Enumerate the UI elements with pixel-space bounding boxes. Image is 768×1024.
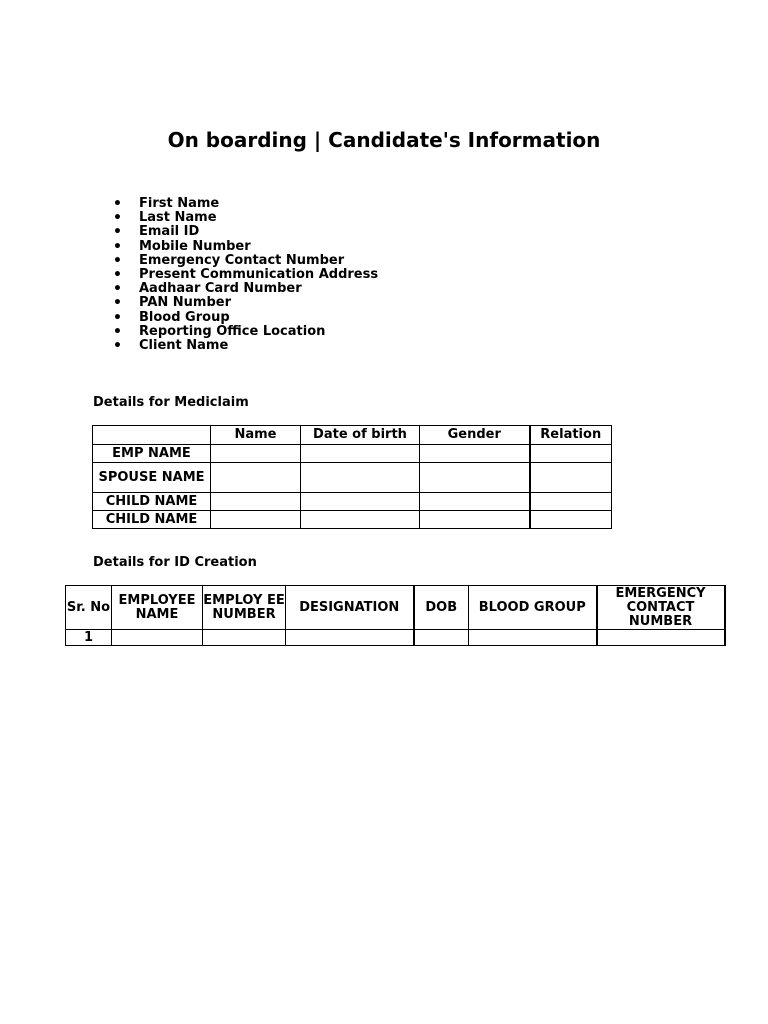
gender-cell[interactable] [420, 511, 530, 529]
page-title: On boarding | Candidate's Information [167, 128, 601, 152]
dob-cell[interactable] [301, 463, 420, 493]
list-item [93, 296, 378, 310]
column-header: DOB [414, 586, 469, 630]
mediclaim-table [92, 425, 612, 529]
field-label: Blood Group [139, 309, 230, 325]
column-header: Relation [530, 426, 612, 445]
blood-group-cell[interactable] [469, 630, 597, 646]
list-item [93, 254, 378, 268]
sr-no-cell: 1 [66, 630, 112, 646]
bullet-icon: • [113, 309, 122, 326]
table-row [93, 463, 612, 493]
row-label: CHILD NAME [93, 493, 211, 511]
dob-cell[interactable] [414, 630, 469, 646]
name-cell[interactable] [211, 463, 301, 493]
column-header: Date of birth [301, 426, 420, 445]
list-item [93, 325, 378, 339]
column-header: EMPLOY EE NUMBER [203, 586, 286, 630]
list-item [93, 225, 378, 239]
field-label: Emergency Contact Number [139, 252, 345, 268]
bullet-icon: • [113, 267, 122, 284]
field-label: Present Communication Address [139, 267, 379, 283]
list-item [93, 197, 378, 211]
column-header: BLOOD GROUP [469, 586, 597, 630]
column-header [93, 426, 211, 445]
id-creation-table [65, 585, 726, 646]
gender-cell[interactable] [420, 445, 530, 463]
relation-cell[interactable] [530, 511, 612, 529]
bullet-icon: • [113, 196, 122, 212]
bullet-icon: • [113, 210, 122, 227]
field-label: PAN Number [139, 295, 232, 311]
list-item [93, 339, 378, 353]
column-header: Name [211, 426, 301, 445]
dob-cell[interactable] [301, 511, 420, 529]
table-row [93, 511, 612, 529]
emergency-contact-cell[interactable] [597, 630, 725, 646]
column-header: Sr. No [66, 586, 112, 630]
field-label: Client Name [139, 338, 229, 354]
name-cell[interactable] [211, 511, 301, 529]
bullet-icon: • [113, 224, 122, 241]
list-item [93, 211, 378, 225]
name-cell[interactable] [211, 493, 301, 511]
designation-cell[interactable] [286, 630, 414, 646]
table-header-row [93, 426, 612, 445]
employee-number-cell[interactable] [203, 630, 286, 646]
list-item [93, 282, 378, 296]
field-label: Email ID [139, 224, 200, 240]
dob-cell[interactable] [301, 493, 420, 511]
list-item [93, 240, 378, 254]
field-label: Reporting Office Location [139, 323, 326, 339]
gender-cell[interactable] [420, 493, 530, 511]
list-item [93, 268, 378, 282]
row-label: SPOUSE NAME [93, 463, 211, 493]
row-label: EMP NAME [93, 445, 211, 463]
bullet-icon: • [113, 238, 122, 255]
bullet-icon: • [113, 281, 122, 298]
table-row [66, 630, 725, 646]
id-creation-section-label: Details for ID Creation [93, 555, 257, 570]
bullet-icon: • [113, 323, 122, 340]
field-label: Mobile Number [139, 238, 251, 254]
row-label: CHILD NAME [93, 511, 211, 529]
relation-cell[interactable] [530, 463, 612, 493]
field-label: Aadhaar Card Number [139, 281, 302, 297]
employee-name-cell[interactable] [112, 630, 203, 646]
table-row [93, 493, 612, 511]
field-label: First Name [139, 196, 220, 211]
mediclaim-section-label: Details for Mediclaim [93, 395, 249, 410]
bullet-icon: • [113, 252, 122, 269]
relation-cell[interactable] [530, 493, 612, 511]
column-header: Gender [420, 426, 530, 445]
candidate-field-list [93, 197, 378, 353]
dob-cell[interactable] [301, 445, 420, 463]
name-cell[interactable] [211, 445, 301, 463]
bullet-icon: • [113, 338, 122, 355]
table-header-row [66, 586, 725, 630]
field-label: Last Name [139, 210, 217, 226]
bullet-icon: • [113, 295, 122, 312]
column-header: EMERGENCY CONTACT NUMBER [597, 586, 725, 630]
column-header: DESIGNATION [286, 586, 414, 630]
table-row [93, 445, 612, 463]
relation-cell[interactable] [530, 445, 612, 463]
column-header: EMPLOYEE NAME [112, 586, 203, 630]
list-item [93, 311, 378, 325]
gender-cell[interactable] [420, 463, 530, 493]
